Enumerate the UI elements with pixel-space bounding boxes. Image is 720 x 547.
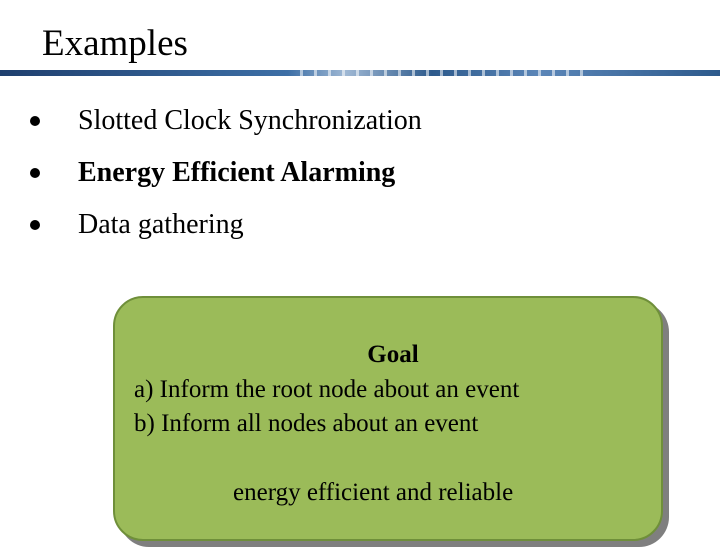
bullet-list <box>30 102 422 258</box>
bullet-text: Slotted Clock Synchronization <box>78 105 422 136</box>
bullet-item-alarming <box>30 154 422 206</box>
bullet-dot-icon <box>30 116 40 126</box>
bullet-text: Energy Efficient Alarming <box>78 157 396 188</box>
goal-box <box>113 296 663 541</box>
bullet-dot-icon <box>30 168 40 178</box>
bullet-dot-icon <box>30 220 40 230</box>
bullet-item-data-gathering <box>30 206 422 258</box>
bullet-text: Data gathering <box>78 209 244 240</box>
goal-item-root-node: a) Inform the root node about an event <box>134 376 520 403</box>
goal-item-all-nodes: b) Inform all nodes about an event <box>134 410 479 437</box>
bullet-item-clock-sync <box>30 102 422 154</box>
goal-heading: Goal <box>367 341 419 368</box>
goal-footer: energy efficient and reliable <box>233 479 514 506</box>
slide-title: Examples <box>42 23 188 64</box>
title-divider <box>0 70 720 76</box>
